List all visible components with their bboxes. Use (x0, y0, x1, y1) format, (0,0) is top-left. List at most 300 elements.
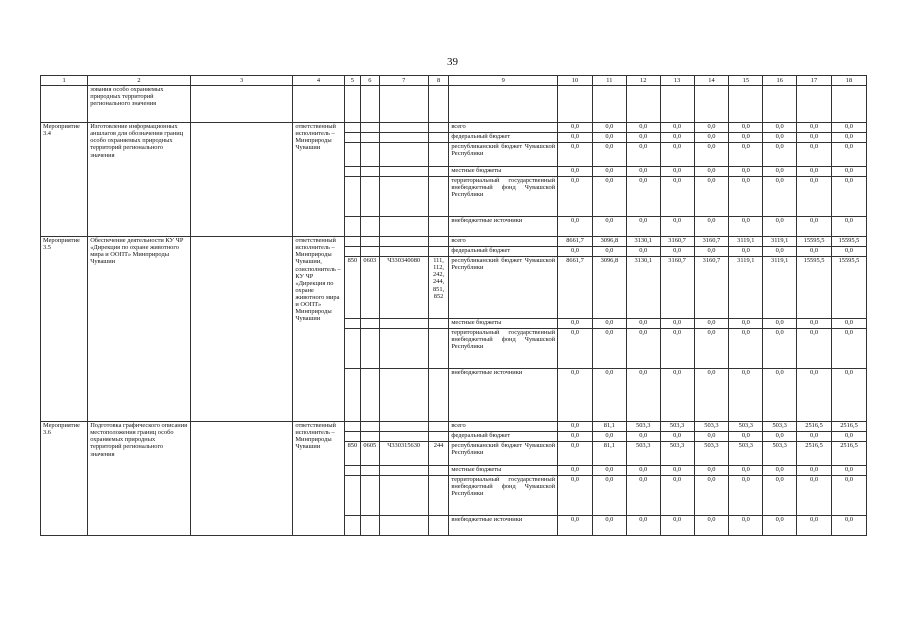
empty-code-cell (361, 132, 379, 142)
amount-cell: 2516,5 (831, 421, 866, 431)
measure-name-cell: зования особо охраняемых природных территорий регионального значения (88, 85, 191, 122)
funding-source-cell: республиканский бюджет Чувашской Республики (449, 256, 558, 318)
amount-cell: 0,0 (592, 328, 626, 368)
funding-source-cell: внебюджетные источники (449, 515, 558, 535)
empty-code-cell (344, 236, 360, 246)
empty-cell (190, 122, 293, 236)
amount-cell: 0,0 (831, 328, 866, 368)
funding-row (41, 122, 867, 132)
funding-source-cell: всего (449, 122, 558, 132)
amount-cell: 0,0 (729, 132, 763, 142)
amount-cell: 0,0 (763, 216, 797, 236)
amount-cell: 0,0 (729, 328, 763, 368)
amount-cell: 0,0 (729, 515, 763, 535)
executor-cell: ответственный исполнитель – Минприроды Чувашии (293, 421, 344, 535)
amount-cell: 0,0 (729, 176, 763, 216)
amount-cell: 0,0 (797, 328, 832, 368)
amount-cell: 0,0 (558, 246, 593, 256)
empty-cell (379, 85, 428, 122)
amount-cell: 0,0 (694, 318, 729, 328)
empty-code-cell (344, 216, 360, 236)
empty-code-cell (344, 431, 360, 441)
amount-cell: 0,0 (763, 142, 797, 166)
csr-code-cell: Ч330340080 (379, 256, 428, 318)
amount-cell: 0,0 (729, 431, 763, 441)
amount-cell: 0,0 (831, 431, 866, 441)
amount-cell: 503,3 (660, 421, 694, 431)
amount-cell: 0,0 (660, 465, 694, 475)
empty-code-cell (379, 465, 428, 475)
amount-cell: 3160,7 (660, 256, 694, 318)
measure-name-cell: Обеспечение деятельности КУ ЧР «Дирекция по охране животного мира и ООПТ» Минприроды Чувашии (88, 236, 191, 421)
empty-code-cell (379, 368, 428, 421)
empty-code-cell (344, 465, 360, 475)
empty-code-cell (379, 236, 428, 246)
amount-cell: 3119,1 (729, 256, 763, 318)
amount-cell: 503,3 (626, 421, 660, 431)
funding-source-cell: местные бюджеты (449, 318, 558, 328)
column-number-header: 3 (190, 76, 293, 86)
amount-cell: 0,0 (797, 122, 832, 132)
empty-code-cell (344, 246, 360, 256)
amount-cell: 0,0 (626, 142, 660, 166)
measure-id-cell (41, 85, 88, 122)
funding-row (41, 236, 867, 246)
amount-cell: 0,0 (831, 318, 866, 328)
rzpr-code-cell: 0605 (361, 441, 379, 465)
measure-name-cell: Подготовка графического описания местоположения границ особо охраняемых природных территорий регионального значения (88, 421, 191, 535)
amount-cell: 0,0 (729, 142, 763, 166)
empty-cell (428, 85, 449, 122)
empty-code-cell (344, 166, 360, 176)
amount-cell: 0,0 (558, 368, 593, 421)
amount-cell: 0,0 (626, 515, 660, 535)
amount-cell: 0,0 (694, 515, 729, 535)
amount-cell: 15595,5 (797, 256, 832, 318)
column-number-header: 10 (558, 76, 593, 86)
amount-cell: 503,3 (729, 441, 763, 465)
empty-code-cell (361, 122, 379, 132)
amount-cell: 0,0 (797, 515, 832, 535)
amount-cell: 0,0 (558, 142, 593, 166)
amount-cell: 0,0 (558, 122, 593, 132)
amount-cell: 0,0 (831, 132, 866, 142)
empty-code-cell (344, 122, 360, 132)
empty-code-cell (379, 475, 428, 515)
amount-cell: 0,0 (558, 132, 593, 142)
empty-code-cell (344, 328, 360, 368)
amount-cell: 503,3 (694, 421, 729, 431)
amount-cell: 0,0 (592, 176, 626, 216)
amount-cell: 0,0 (558, 328, 593, 368)
amount-cell: 0,0 (797, 318, 832, 328)
amount-cell: 0,0 (831, 515, 866, 535)
amount-cell: 0,0 (592, 166, 626, 176)
executor-cell: ответственный исполнитель – Минприроды Чувашии, соисполнитель – КУ ЧР «Дирекция по охране животного мира и ООПТ» Минприроды Чувашии (293, 236, 344, 421)
empty-code-cell (344, 176, 360, 216)
amount-cell: 0,0 (592, 431, 626, 441)
amount-cell: 0,0 (660, 176, 694, 216)
amount-cell: 0,0 (797, 246, 832, 256)
empty-code-cell (361, 465, 379, 475)
amount-cell: 0,0 (831, 176, 866, 216)
amount-cell: 0,0 (831, 368, 866, 421)
amount-cell: 15595,5 (797, 236, 832, 246)
empty-code-cell (361, 421, 379, 431)
page-number: 39 (447, 56, 458, 68)
amount-cell: 0,0 (694, 132, 729, 142)
amount-cell: 0,0 (797, 216, 832, 236)
empty-cell (763, 85, 797, 122)
amount-cell: 15595,5 (831, 236, 866, 246)
amount-cell: 0,0 (763, 176, 797, 216)
amount-cell: 2516,5 (797, 441, 832, 465)
empty-code-cell (428, 246, 449, 256)
empty-code-cell (428, 421, 449, 431)
empty-cell (190, 85, 293, 122)
amount-cell: 3160,7 (660, 236, 694, 246)
amount-cell: 0,0 (558, 166, 593, 176)
amount-cell: 503,3 (763, 421, 797, 431)
amount-cell: 0,0 (694, 465, 729, 475)
empty-code-cell (379, 515, 428, 535)
amount-cell: 0,0 (694, 246, 729, 256)
amount-cell: 0,0 (592, 318, 626, 328)
amount-cell: 0,0 (660, 246, 694, 256)
empty-cell (831, 85, 866, 122)
amount-cell: 0,0 (558, 441, 593, 465)
amount-cell: 503,3 (626, 441, 660, 465)
empty-cell (797, 85, 832, 122)
amount-cell: 0,0 (763, 246, 797, 256)
column-number-header: 5 (344, 76, 360, 86)
empty-code-cell (379, 142, 428, 166)
amount-cell: 3160,7 (694, 236, 729, 246)
grbs-code-cell: 850 (344, 441, 360, 465)
funding-source-cell: местные бюджеты (449, 465, 558, 475)
amount-cell: 0,0 (694, 431, 729, 441)
amount-cell: 0,0 (626, 166, 660, 176)
empty-code-cell (428, 236, 449, 246)
amount-cell: 0,0 (729, 465, 763, 475)
amount-cell: 0,0 (626, 431, 660, 441)
empty-code-cell (428, 465, 449, 475)
empty-code-cell (361, 142, 379, 166)
empty-code-cell (379, 431, 428, 441)
amount-cell: 0,0 (763, 328, 797, 368)
amount-cell: 0,0 (763, 368, 797, 421)
column-number-header: 2 (88, 76, 191, 86)
amount-cell: 0,0 (831, 475, 866, 515)
amount-cell: 0,0 (694, 122, 729, 132)
amount-cell: 0,0 (763, 465, 797, 475)
amount-cell: 8661,7 (558, 256, 593, 318)
amount-cell: 0,0 (831, 166, 866, 176)
empty-code-cell (379, 122, 428, 132)
amount-cell: 0,0 (694, 368, 729, 421)
amount-cell: 0,0 (660, 142, 694, 166)
empty-cell (361, 85, 379, 122)
empty-cell (344, 85, 360, 122)
amount-cell: 0,0 (558, 216, 593, 236)
amount-cell: 0,0 (558, 421, 593, 431)
funding-source-cell: всего (449, 236, 558, 246)
empty-code-cell (428, 216, 449, 236)
amount-cell: 3096,8 (592, 256, 626, 318)
empty-code-cell (344, 421, 360, 431)
amount-cell: 0,0 (831, 216, 866, 236)
empty-cell (190, 421, 293, 535)
empty-cell (694, 85, 729, 122)
empty-code-cell (379, 132, 428, 142)
funding-source-cell: республиканский бюджет Чувашской Республики (449, 142, 558, 166)
empty-code-cell (428, 166, 449, 176)
amount-cell: 0,0 (763, 515, 797, 535)
measure-id-cell: Мероприятие 3.6 (41, 421, 88, 535)
empty-code-cell (379, 318, 428, 328)
amount-cell: 503,3 (694, 441, 729, 465)
column-number-header: 16 (763, 76, 797, 86)
empty-code-cell (428, 132, 449, 142)
column-number-header: 4 (293, 76, 344, 86)
amount-cell: 3130,1 (626, 236, 660, 246)
funding-row (41, 421, 867, 431)
amount-cell: 0,0 (660, 368, 694, 421)
empty-code-cell (361, 328, 379, 368)
amount-cell: 0,0 (592, 216, 626, 236)
amount-cell: 3096,8 (592, 236, 626, 246)
amount-cell: 0,0 (592, 475, 626, 515)
empty-cell (190, 236, 293, 421)
empty-code-cell (428, 142, 449, 166)
column-number-header: 18 (831, 76, 866, 86)
empty-code-cell (361, 236, 379, 246)
amount-cell: 0,0 (592, 122, 626, 132)
amount-cell: 0,0 (558, 318, 593, 328)
amount-cell: 0,0 (831, 122, 866, 132)
rzpr-code-cell: 0603 (361, 256, 379, 318)
amount-cell: 0,0 (694, 166, 729, 176)
amount-cell: 15595,5 (831, 256, 866, 318)
empty-code-cell (428, 431, 449, 441)
funding-source-cell: внебюджетные источники (449, 368, 558, 421)
funding-source-cell: республиканский бюджет Чувашской Республики (449, 441, 558, 465)
empty-code-cell (344, 515, 360, 535)
amount-cell: 0,0 (763, 318, 797, 328)
amount-cell: 0,0 (694, 142, 729, 166)
amount-cell: 0,0 (763, 132, 797, 142)
empty-code-cell (361, 431, 379, 441)
amount-cell: 0,0 (694, 328, 729, 368)
amount-cell: 2516,5 (831, 441, 866, 465)
funding-source-cell: территориальный государственный внебюджетный фонд Чувашской Республики (449, 176, 558, 216)
amount-cell: 81,1 (592, 421, 626, 431)
amount-cell: 0,0 (558, 431, 593, 441)
amount-cell: 0,0 (558, 475, 593, 515)
amount-cell: 0,0 (797, 176, 832, 216)
amount-cell: 0,0 (626, 465, 660, 475)
amount-cell: 0,0 (763, 166, 797, 176)
amount-cell: 0,0 (831, 246, 866, 256)
empty-code-cell (428, 475, 449, 515)
amount-cell: 0,0 (626, 368, 660, 421)
empty-code-cell (428, 122, 449, 132)
amount-cell: 0,0 (797, 465, 832, 475)
amount-cell: 0,0 (729, 122, 763, 132)
amount-cell: 3119,1 (763, 256, 797, 318)
amount-cell: 503,3 (660, 441, 694, 465)
empty-code-cell (379, 166, 428, 176)
amount-cell: 81,1 (592, 441, 626, 465)
empty-code-cell (428, 368, 449, 421)
measure-name-cell: Изготовление информационных аншлагов для обозначения границ особо охраняемых природных территорий регионального значения (88, 122, 191, 236)
amount-cell: 0,0 (660, 318, 694, 328)
empty-code-cell (361, 166, 379, 176)
funding-source-cell: территориальный государственный внебюджетный фонд Чувашской Республики (449, 475, 558, 515)
amount-cell: 0,0 (729, 318, 763, 328)
empty-code-cell (379, 246, 428, 256)
empty-code-cell (361, 176, 379, 216)
amount-cell: 0,0 (592, 465, 626, 475)
amount-cell: 0,0 (626, 318, 660, 328)
csr-code-cell: Ч330315630 (379, 441, 428, 465)
amount-cell: 0,0 (797, 166, 832, 176)
amount-cell: 0,0 (660, 515, 694, 535)
column-number-header: 11 (592, 76, 626, 86)
amount-cell: 8661,7 (558, 236, 593, 246)
vr-code-cell: 111, 112, 242, 244, 851, 852 (428, 256, 449, 318)
amount-cell: 0,0 (660, 475, 694, 515)
empty-code-cell (344, 368, 360, 421)
amount-cell: 0,0 (626, 246, 660, 256)
funding-source-cell: всего (449, 421, 558, 431)
empty-code-cell (361, 318, 379, 328)
grbs-code-cell: 850 (344, 256, 360, 318)
amount-cell: 0,0 (729, 166, 763, 176)
column-number-header: 15 (729, 76, 763, 86)
amount-cell: 0,0 (592, 246, 626, 256)
amount-cell: 2516,5 (797, 421, 832, 431)
column-number-header: 14 (694, 76, 729, 86)
funding-source-cell: внебюджетные источники (449, 216, 558, 236)
empty-code-cell (379, 216, 428, 236)
column-number-header: 1 (41, 76, 88, 86)
amount-cell: 3160,7 (694, 256, 729, 318)
column-number-header: 6 (361, 76, 379, 86)
measure-id-cell: Мероприятие 3.5 (41, 236, 88, 421)
amount-cell: 0,0 (729, 475, 763, 515)
empty-code-cell (344, 132, 360, 142)
amount-cell: 0,0 (797, 475, 832, 515)
amount-cell: 0,0 (592, 515, 626, 535)
empty-code-cell (361, 368, 379, 421)
amount-cell: 503,3 (763, 441, 797, 465)
amount-cell: 3119,1 (763, 236, 797, 246)
empty-code-cell (361, 246, 379, 256)
column-number-header: 17 (797, 76, 832, 86)
amount-cell: 0,0 (797, 142, 832, 166)
amount-cell: 0,0 (626, 132, 660, 142)
empty-code-cell (344, 475, 360, 515)
continuation-row (41, 85, 867, 122)
empty-cell (729, 85, 763, 122)
funding-source-cell: территориальный государственный внебюджетный фонд Чувашской Республики (449, 328, 558, 368)
amount-cell: 0,0 (660, 328, 694, 368)
amount-cell: 0,0 (558, 465, 593, 475)
empty-code-cell (428, 515, 449, 535)
amount-cell: 0,0 (729, 368, 763, 421)
empty-code-cell (428, 318, 449, 328)
amount-cell: 0,0 (592, 142, 626, 166)
funding-source-cell: федеральный бюджет (449, 132, 558, 142)
column-number-header: 7 (379, 76, 428, 86)
amount-cell: 0,0 (694, 216, 729, 236)
empty-cell (449, 85, 558, 122)
empty-code-cell (379, 176, 428, 216)
amount-cell: 0,0 (592, 132, 626, 142)
empty-code-cell (344, 142, 360, 166)
empty-code-cell (428, 328, 449, 368)
column-number-header: 13 (660, 76, 694, 86)
amount-cell: 0,0 (694, 176, 729, 216)
amount-cell: 0,0 (660, 132, 694, 142)
amount-cell: 0,0 (797, 431, 832, 441)
amount-cell: 0,0 (763, 475, 797, 515)
amount-cell: 0,0 (592, 368, 626, 421)
amount-cell: 0,0 (660, 431, 694, 441)
program-table (40, 75, 867, 536)
amount-cell: 3119,1 (729, 236, 763, 246)
amount-cell: 0,0 (660, 122, 694, 132)
empty-cell (626, 85, 660, 122)
amount-cell: 0,0 (626, 475, 660, 515)
column-number-header: 12 (626, 76, 660, 86)
empty-cell (592, 85, 626, 122)
empty-cell (558, 85, 593, 122)
amount-cell: 0,0 (797, 132, 832, 142)
measure-id-cell: Мероприятие 3.4 (41, 122, 88, 236)
amount-cell: 0,0 (558, 515, 593, 535)
amount-cell: 0,0 (729, 246, 763, 256)
funding-source-cell: местные бюджеты (449, 166, 558, 176)
amount-cell: 0,0 (626, 216, 660, 236)
empty-code-cell (379, 328, 428, 368)
executor-cell: ответственный исполнитель – Минприроды Чувашии (293, 122, 344, 236)
amount-cell: 0,0 (660, 216, 694, 236)
amount-cell: 0,0 (694, 475, 729, 515)
column-number-header: 8 (428, 76, 449, 86)
empty-code-cell (361, 216, 379, 236)
amount-cell: 503,3 (729, 421, 763, 431)
amount-cell: 0,0 (626, 176, 660, 216)
column-number-header: 9 (449, 76, 558, 86)
empty-code-cell (361, 475, 379, 515)
amount-cell: 0,0 (797, 368, 832, 421)
empty-code-cell (379, 421, 428, 431)
amount-cell: 0,0 (558, 176, 593, 216)
empty-cell (293, 85, 344, 122)
header-row (41, 76, 867, 86)
empty-code-cell (428, 176, 449, 216)
amount-cell: 0,0 (763, 431, 797, 441)
empty-cell (660, 85, 694, 122)
amount-cell: 0,0 (763, 122, 797, 132)
amount-cell: 0,0 (831, 142, 866, 166)
amount-cell: 0,0 (660, 166, 694, 176)
amount-cell: 0,0 (626, 122, 660, 132)
empty-code-cell (344, 318, 360, 328)
vr-code-cell: 244 (428, 441, 449, 465)
